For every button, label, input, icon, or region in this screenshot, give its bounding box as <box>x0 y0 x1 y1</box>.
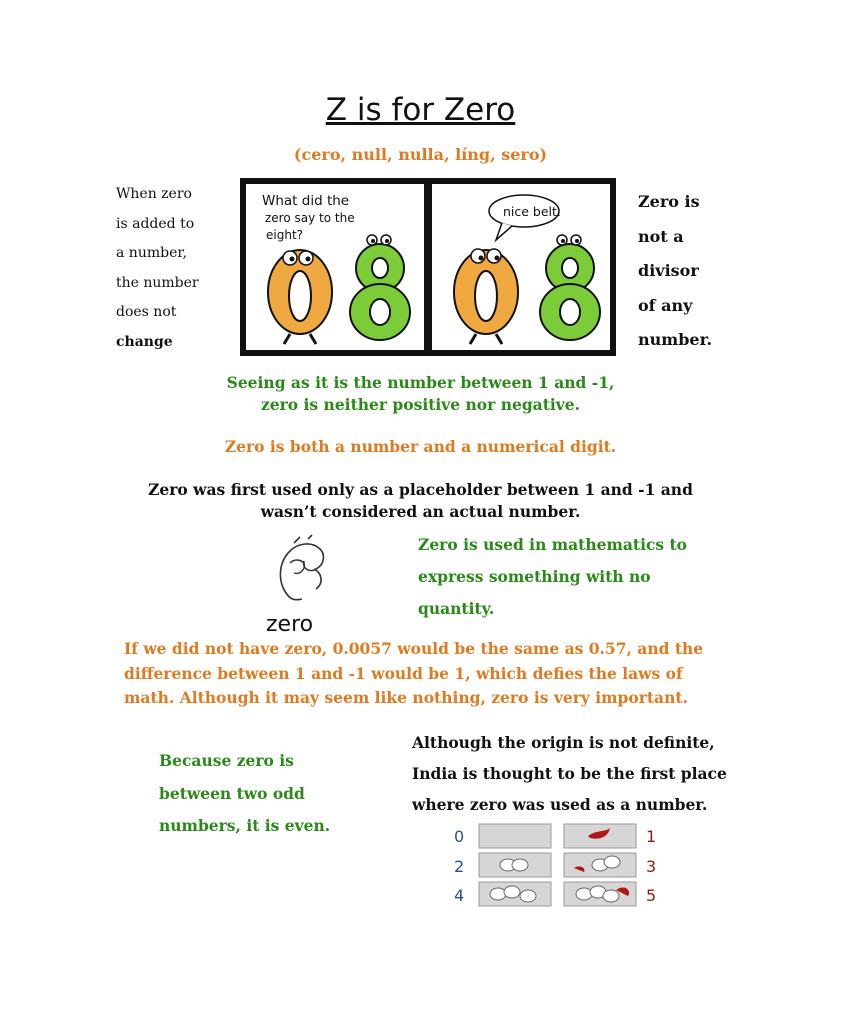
left-note-line: is added to <box>116 215 195 232</box>
fact-line: Although the origin is not definite, <box>412 733 715 752</box>
page-title: Z is for Zero <box>325 92 516 128</box>
fact-sign <box>0 372 841 416</box>
numeral-tile-0 <box>479 824 551 848</box>
comic-caption-line: zero say to the <box>265 211 355 225</box>
hand-sign-label: zero <box>266 612 314 637</box>
left-note-line: When zero <box>116 186 192 202</box>
numeral-label: 1 <box>646 827 657 846</box>
numeral-label: 0 <box>454 827 465 846</box>
right-note <box>638 185 738 358</box>
fact-line: zero is neither positive nor negative. <box>260 395 581 414</box>
comic-drawing <box>240 178 616 356</box>
numeral-label: 5 <box>646 886 657 905</box>
fact-line: Zero was first used only as a placeholder between 1 and -1 and <box>148 480 693 499</box>
left-note-line: a number, <box>116 245 187 261</box>
fact-importance <box>124 637 744 711</box>
comic-caption-line: What did the <box>262 193 350 209</box>
comic-strip <box>240 178 616 356</box>
fact-line: numbers, it is even. <box>159 816 331 835</box>
numeral-chart <box>448 820 678 910</box>
fact-line: Zero is used in mathematics to <box>418 535 688 554</box>
left-note-line: change <box>116 333 173 350</box>
left-note-line: the number <box>116 274 199 291</box>
hand-sign-icon <box>264 533 344 638</box>
numeral-label: 2 <box>454 857 465 876</box>
fact-line: wasn’t considered an actual number. <box>260 502 581 521</box>
fact-india <box>412 727 772 820</box>
sign-language-zero <box>264 533 344 638</box>
fact-digit: Zero is both a number and a numerical digit. <box>224 437 617 456</box>
right-note-line: of any <box>638 295 693 315</box>
fact-line: where zero was used as a number. <box>412 795 708 814</box>
left-note <box>116 180 226 357</box>
right-note-line: number. <box>638 330 713 349</box>
fact-line: express something with no <box>418 567 651 586</box>
fact-line: difference between 1 and -1 would be 1, which defies the laws of <box>124 663 683 683</box>
subtitle-translations: (cero, null, nulla, líng, sero) <box>293 145 548 164</box>
fact-line: India is thought to be the first place <box>412 764 727 783</box>
fact-line: Seeing as it is the number between 1 and -1, <box>226 373 615 392</box>
fact-quantity <box>418 529 738 625</box>
fact-placeholder <box>0 479 841 523</box>
right-note-line: not a <box>638 226 684 246</box>
numeral-label: 3 <box>646 857 657 876</box>
numeral-table <box>448 820 678 910</box>
comic-caption-line: eight? <box>266 228 304 242</box>
fact-line: quantity. <box>418 599 495 618</box>
right-note-line: Zero is <box>638 192 700 211</box>
fact-line: between two odd <box>159 783 305 803</box>
right-note-line: divisor <box>638 261 699 280</box>
fact-line: math. Although it may seem like nothing, zero is very important. <box>124 688 688 707</box>
fact-line: If we did not have zero, 0.0057 would be the same as 0.57, and the <box>124 639 704 658</box>
speech-bubble-text: nice belt. <box>503 204 561 219</box>
fact-line: Because zero is <box>159 751 294 770</box>
left-note-line: does not <box>116 304 177 320</box>
numeral-label: 4 <box>454 886 465 905</box>
fact-even <box>159 745 379 843</box>
